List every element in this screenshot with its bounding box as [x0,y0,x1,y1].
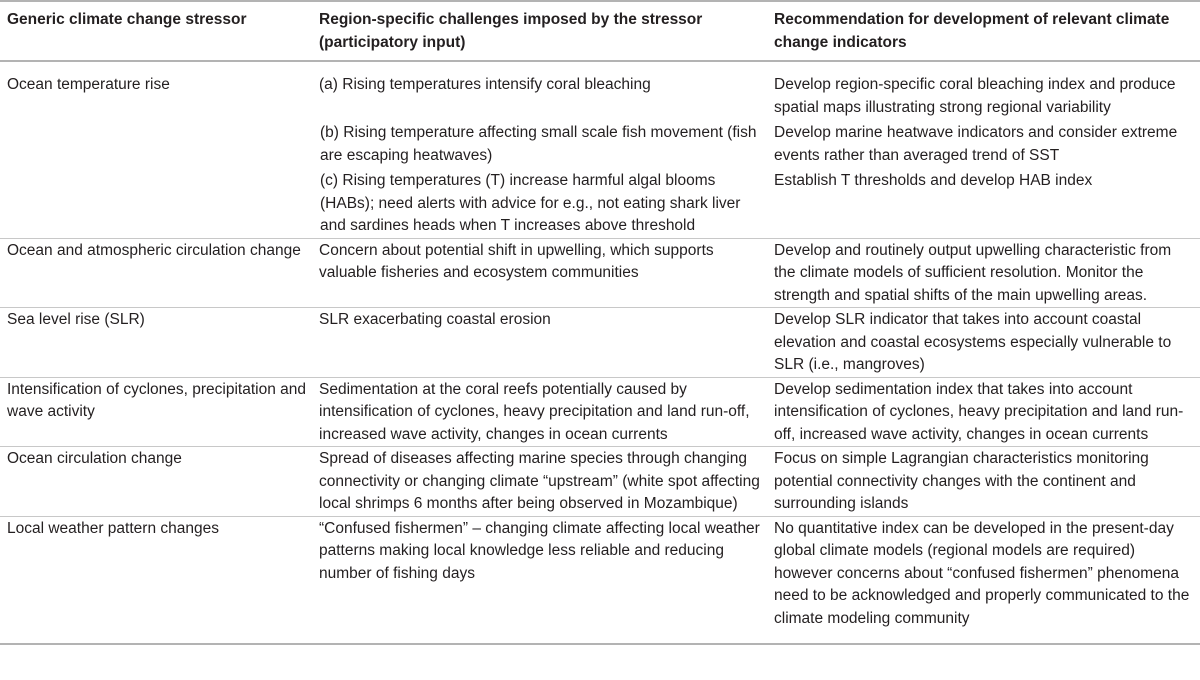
stressor-cell: Ocean circulation change [0,447,313,517]
table-row [0,516,1200,644]
recommendation-cell: Focus on simple Lagrangian characteristics monitoring potential connectivity changes with the continent and surrounding islands [768,447,1200,517]
header-row [0,1,1200,61]
challenge-cell: (c) Rising temperatures (T) increase harmful algal blooms (HABs); need alerts with advice for e.g., not eating shark liver and sardines heads when T increases above threshold [320,172,741,234]
challenge-cell: Sedimentation at the coral reefs potentially caused by intensification of cyclones, heavy precipitation and land run-off, increased wave activity, changes in ocean currents [313,377,768,447]
table-row [0,447,1200,517]
stressor-cell: Ocean and atmospheric circulation change [0,238,313,308]
table-header [0,1,1200,61]
stressor-cell: Ocean temperature rise [0,61,313,238]
recommendation-cell: Develop sedimentation index that takes into account intensification of cyclones, heavy precipitation and land run-off, increased wave activity, changes in ocean currents [768,377,1200,447]
challenge-cell: SLR exacerbating coastal erosion [313,308,768,378]
table-row [0,61,1200,119]
recommendation-cell: Develop region-specific coral bleaching index and produce spatial maps illustrating strong regional variability [768,61,1200,119]
header-challenge: Region-specific challenges imposed by the stressor (participatory input) [313,1,768,61]
recommendation-cell: No quantitative index can be developed in the present-day global climate models (regional models are required) however concerns about “confused fishermen” phenomena need to be acknowledged and properly communicated to the climate modeling community [768,516,1200,644]
stressor-cell: Sea level rise (SLR) [0,308,313,378]
stressor-cell: Intensification of cyclones, precipitation and wave activity [0,377,313,447]
table-body [0,61,1200,644]
stressor-cell: Local weather pattern changes [0,516,313,644]
header-stressor: Generic climate change stressor [0,1,313,61]
challenge-cell: Concern about potential shift in upwelling, which supports valuable fisheries and ecosystem communities [313,238,768,308]
recommendation-cell: Establish T thresholds and develop HAB index [774,172,1093,189]
table-row [0,377,1200,447]
challenge-cell: (a) Rising temperatures intensify coral bleaching [313,61,768,119]
table-row [0,308,1200,378]
header-recommendation: Recommendation for development of relevant climate change indicators [768,1,1200,61]
recommendation-cell: Develop marine heatwave indicators and consider extreme events rather than averaged trend of SST [774,124,1178,164]
recommendation-cell: Develop and routinely output upwelling characteristic from the climate models of sufficient resolution. Monitor the strength and spatial shifts of the main upwelling areas. [768,238,1200,308]
challenge-cell: (b) Rising temperature affecting small scale fish movement (fish are escaping heatwaves) [320,124,757,164]
recommendation-cell: Develop SLR indicator that takes into account coastal elevation and coastal ecosystems especially vulnerable to SLR (i.e., mangroves) [768,308,1200,378]
table-row [0,238,1200,308]
challenge-cell: Spread of diseases affecting marine species through changing connectivity or changing climate “upstream” (white spot affecting local shrimps 6 months after being observed in Mozambique) [313,447,768,517]
challenge-cell: “Confused fishermen” – changing climate affecting local weather patterns making local knowledge less reliable and reducing number of fishing days [313,516,768,644]
